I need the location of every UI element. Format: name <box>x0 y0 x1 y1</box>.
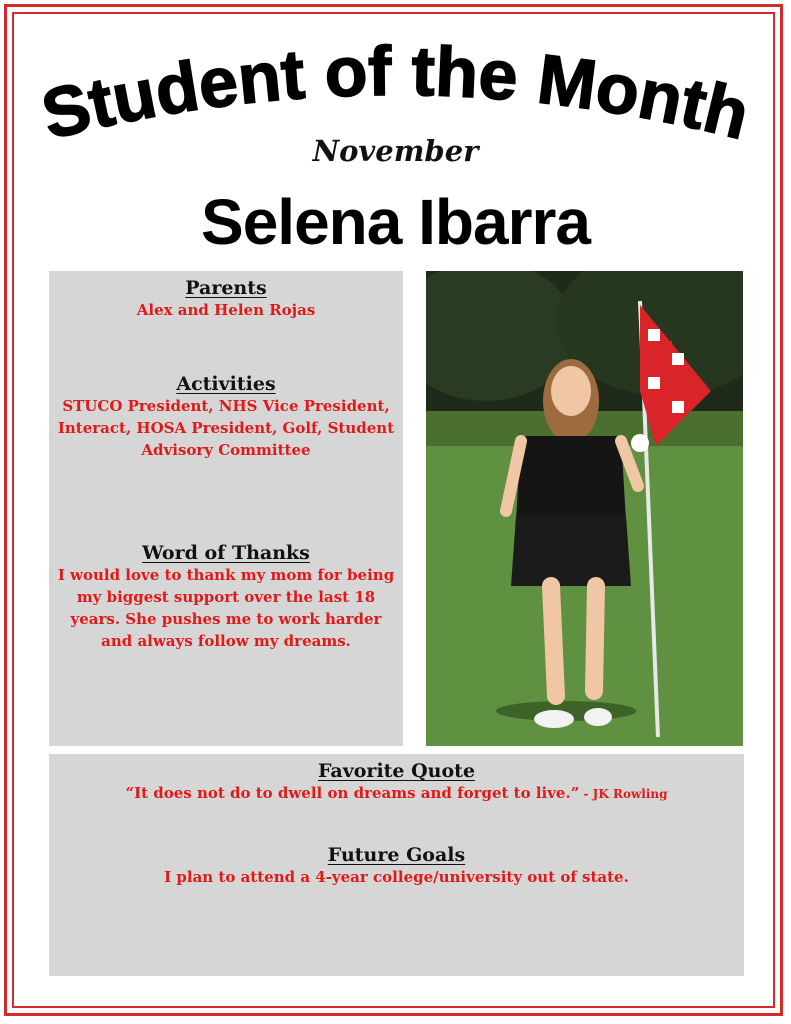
month-label: November <box>312 134 479 168</box>
goals-text: I plan to attend a 4-year college/university out of state. <box>164 868 629 886</box>
info-panel <box>49 271 403 746</box>
quote-section <box>49 760 744 805</box>
student-photo <box>426 271 743 746</box>
parents-text: Alex and Helen Rojas <box>136 301 316 319</box>
thanks-section <box>49 542 403 652</box>
goals-heading: Future Goals <box>327 844 466 866</box>
activities-heading: Activities <box>176 373 276 395</box>
activities-text: STUCO President, NHS Vice President, Interact, HOSA President, Golf, Student Advisory Committee <box>57 397 395 459</box>
thanks-text: I would love to thank my mom for being my biggest support over the last 18 years. She pushes me to work harder and always follow my dreams. <box>57 566 395 650</box>
thanks-heading: Word of Thanks <box>142 542 310 564</box>
student-name: Selena Ibarra <box>201 186 590 258</box>
portrait-photo-icon <box>426 271 743 746</box>
activities-section <box>49 373 403 461</box>
quote-goals-panel <box>49 754 744 976</box>
quote-author: - JK Rowling <box>579 787 668 801</box>
goals-section <box>49 844 744 888</box>
quote-text: “It does not do to dwell on dreams and forget to live.” <box>125 784 580 802</box>
quote-heading: Favorite Quote <box>317 760 476 782</box>
parents-section <box>49 277 403 321</box>
headline-text: Student of the Month <box>34 31 757 155</box>
parents-heading: Parents <box>185 277 267 299</box>
quote-line <box>49 782 744 805</box>
